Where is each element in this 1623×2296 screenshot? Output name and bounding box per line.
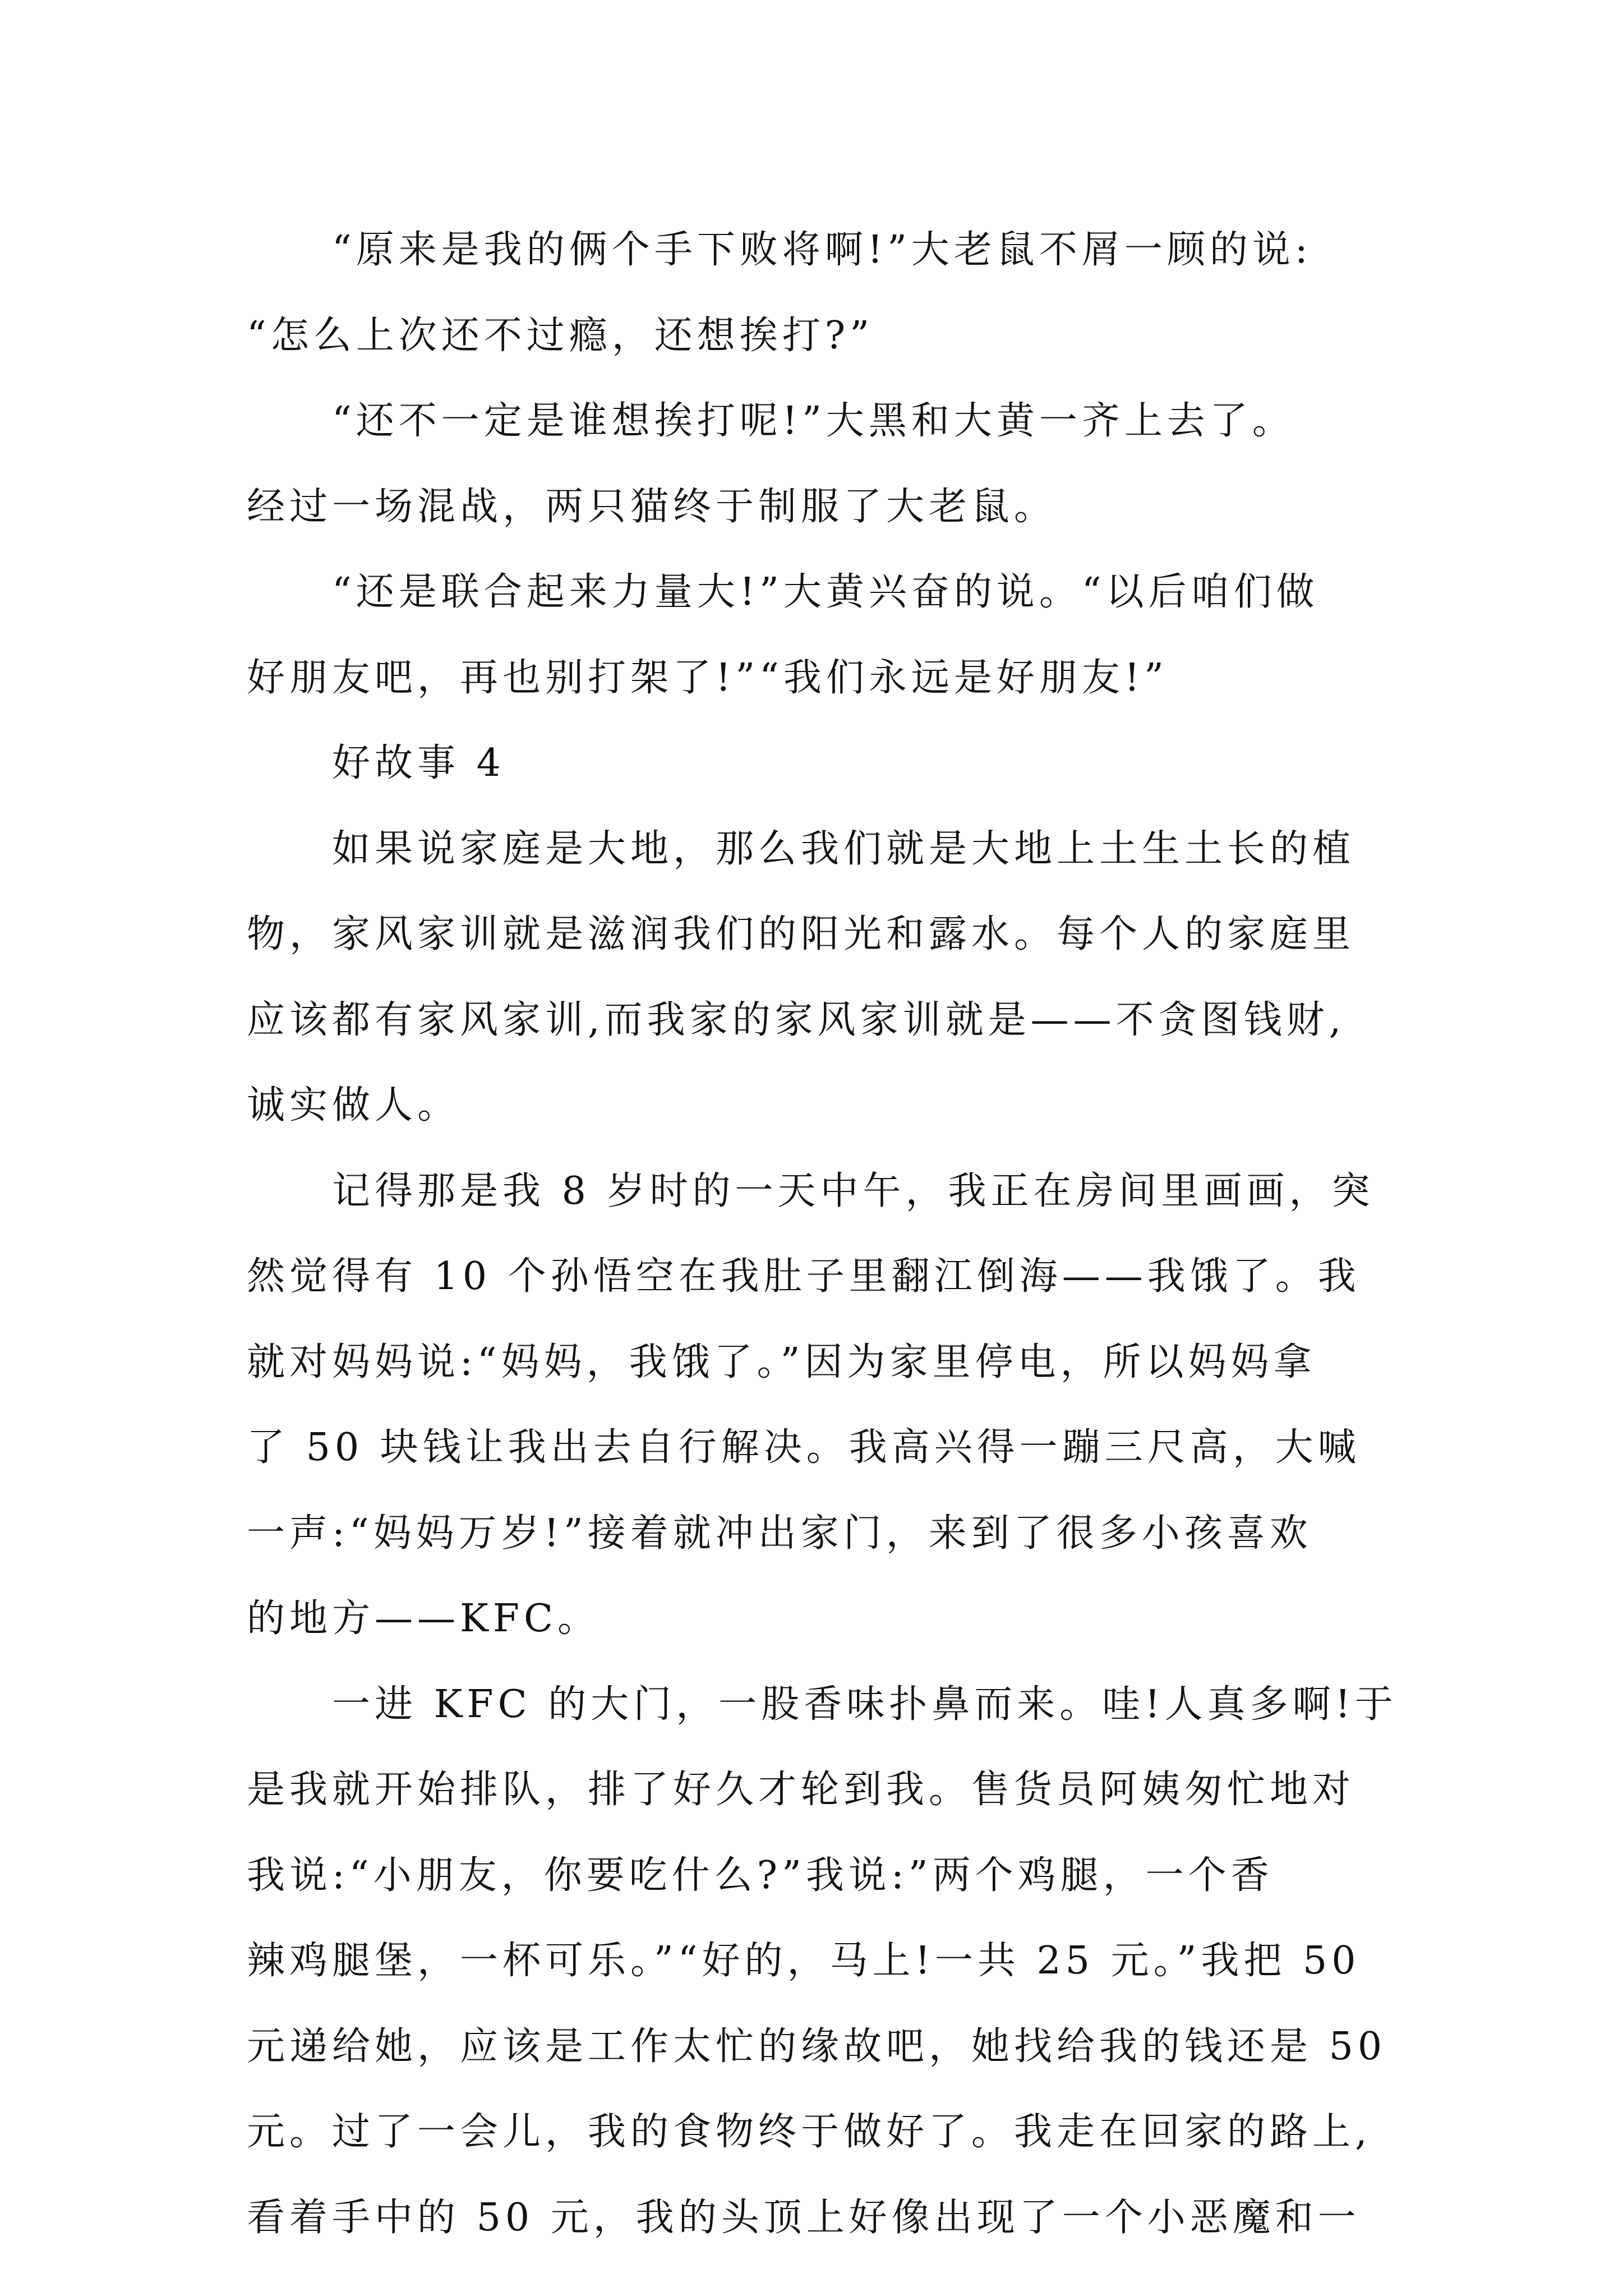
text-line: 如果说家庭是大地，那么我们就是大地上土生土长的植 <box>332 826 1355 871</box>
text-line: 记得那是我 8 岁时的一天中午，我正在房间里画画，突 <box>332 1168 1375 1213</box>
text-line: 元递给她，应该是工作太忙的缘故吧，她找给我的钱还是 50 <box>247 2024 1387 2069</box>
text-line: 然觉得有 10 个孙悟空在我肚子里翻江倒海——我饿了。我 <box>247 1254 1361 1299</box>
text-line: 好朋友吧，再也别打架了!”“我们永远是好朋友!” <box>247 655 1168 700</box>
text-line: 是我就开始排队，排了好久才轮到我。售货员阿姨匆忙地对 <box>247 1768 1355 1812</box>
text-line: 一声:“妈妈万岁!”接着就冲出家门，来到了很多小孩喜欢 <box>247 1511 1312 1556</box>
text-line: 应该都有家风家训,而我家的家风家训就是——不贪图钱财, <box>247 997 1346 1042</box>
section-heading: 好故事 4 <box>332 741 505 785</box>
text-line: 我说:“小朋友，你要吃什么?”我说:”两个鸡腿，一个香 <box>247 1853 1274 1898</box>
body-text <box>247 208 1424 2261</box>
text-line: “还不一定是谁想挨打呢!”大黑和大黄一齐上去了。 <box>332 399 1295 443</box>
text-line: “原来是我的俩个手下败将啊!”大老鼠不屑一顾的说: <box>332 228 1312 272</box>
text-line: 经过一场混战，两只猫终于制服了大老鼠。 <box>247 484 1057 529</box>
text-line: 看着手中的 50 元，我的头顶上好像出现了一个小恶魔和一 <box>247 2195 1361 2240</box>
text-line: 就对妈妈说:“妈妈，我饿了。”因为家里停电，所以妈妈拿 <box>247 1340 1316 1384</box>
text-line: 物，家风家训就是滋润我们的阳光和露水。每个人的家庭里 <box>247 912 1355 956</box>
text-line: 辣鸡腿堡，一杯可乐。”“好的，马上!一共 25 元。”我把 50 <box>247 1939 1361 1983</box>
text-line: “怎么上次还不过瘾，还想挨打?” <box>247 313 874 358</box>
text-line: 的地方——KFC。 <box>247 1596 601 1641</box>
text-line: 诚实做人。 <box>247 1083 460 1128</box>
text-line: “还是联合起来力量大!”大黄兴奋的说。“以后咱们做 <box>332 570 1319 614</box>
text-line: 了 50 块钱让我出去自行解决。我高兴得一蹦三尺高，大喊 <box>247 1425 1361 1470</box>
text-line: 元。过了一会儿，我的食物终于做好了。我走在回家的路上, <box>247 2110 1372 2154</box>
text-line: 一进 KFC 的大门，一股香味扑鼻而来。哇!人真多啊!于 <box>332 1682 1398 1727</box>
